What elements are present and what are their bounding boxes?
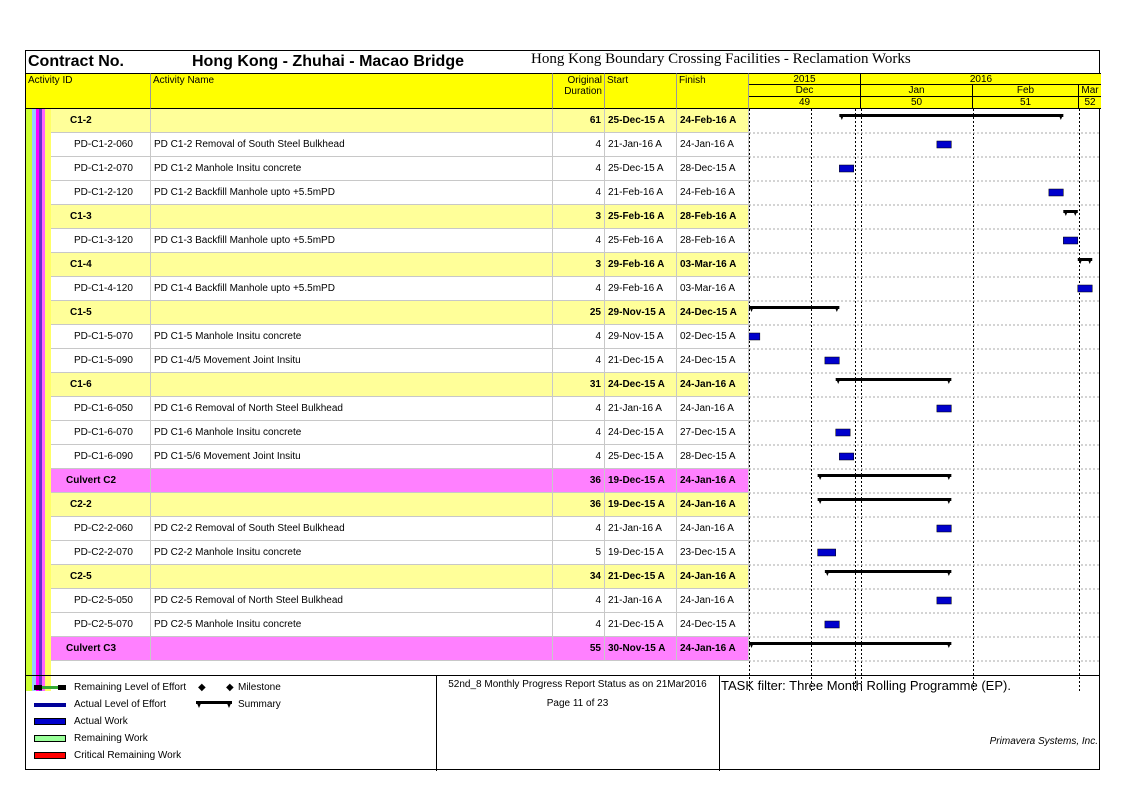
cell-dur: 5 <box>553 541 605 565</box>
cell-dur: 4 <box>553 613 605 637</box>
cell-dur: 36 <box>553 493 605 517</box>
cell-name: PD C1-4 Backfill Manhole upto +5.5mPD <box>151 277 553 301</box>
col-duration-line1: Original <box>567 75 602 86</box>
cell-name <box>151 301 553 325</box>
wbs-row[interactable] <box>26 637 749 661</box>
cell-dur: 4 <box>553 277 605 301</box>
legend-label: Remaining Work <box>74 733 148 744</box>
legend-label: Actual Level of Effort <box>74 699 167 710</box>
col-duration-line2: Duration <box>564 86 602 97</box>
actual-work-bar <box>937 141 951 148</box>
cell-dur: 25 <box>553 301 605 325</box>
actual-work-bar <box>839 165 853 172</box>
cell-id: Culvert C2 <box>26 469 151 493</box>
cell-start: 19-Dec-15 A <box>605 541 677 565</box>
cell-start: 21-Jan-16 A <box>605 397 677 421</box>
cell-dur: 4 <box>553 157 605 181</box>
cell-dur: 4 <box>553 229 605 253</box>
cell-finish: 24-Jan-16 A <box>677 493 749 517</box>
cell-finish: 24-Feb-16 A <box>677 109 749 133</box>
activity-row[interactable] <box>26 325 749 349</box>
cell-dur: 4 <box>553 325 605 349</box>
activity-row[interactable] <box>26 397 749 421</box>
month-label: Feb <box>973 85 1079 97</box>
actual-work-swatch <box>34 718 66 725</box>
actual-work-bar <box>937 525 951 532</box>
critical-work-swatch <box>34 752 66 759</box>
actual-work-bar <box>839 453 853 460</box>
cell-name <box>151 253 553 277</box>
timescale-weeks <box>749 97 1101 109</box>
wbs-row[interactable] <box>26 493 749 517</box>
wbs-row[interactable] <box>26 565 749 589</box>
cell-id: PD-C1-6-090 <box>26 445 151 469</box>
cell-id: PD-C1-6-070 <box>26 421 151 445</box>
cell-start: 21-Feb-16 A <box>605 181 677 205</box>
legend-label: Critical Remaining Work <box>74 750 182 761</box>
activity-row[interactable] <box>26 541 749 565</box>
actual-work-bar <box>825 621 839 628</box>
wbs-row[interactable] <box>26 109 749 133</box>
cell-finish: 24-Jan-16 A <box>677 565 749 589</box>
week-label: 52 <box>1084 97 1096 108</box>
contract-label: Contract No. <box>28 53 124 70</box>
cell-name <box>151 373 553 397</box>
summary-bar <box>825 570 951 573</box>
cell-name: PD C1-6 Removal of North Steel Bulkhead <box>151 397 553 421</box>
cell-name <box>151 469 553 493</box>
summary-bar <box>836 378 952 381</box>
remaining-work-swatch <box>34 735 66 742</box>
legend <box>26 676 437 771</box>
col-activity-name[interactable]: Activity Name <box>151 73 553 109</box>
cell-dur: 3 <box>553 253 605 277</box>
cell-dur: 4 <box>553 421 605 445</box>
gantt-chart <box>749 109 1101 691</box>
cell-dur: 3 <box>553 205 605 229</box>
cell-dur: 34 <box>553 565 605 589</box>
cell-name <box>151 565 553 589</box>
activity-row[interactable] <box>26 133 749 157</box>
cell-name: PD C1-2 Removal of South Steel Bulkhead <box>151 133 553 157</box>
timescale-years <box>749 73 1101 85</box>
wbs-row[interactable] <box>26 373 749 397</box>
cell-id: C1-2 <box>26 109 151 133</box>
cell-finish: 03-Mar-16 A <box>677 277 749 301</box>
cell-dur: 4 <box>553 445 605 469</box>
month-label: Mar <box>1081 85 1099 96</box>
cell-start: 29-Nov-15 A <box>605 301 677 325</box>
cell-finish: 24-Jan-16 A <box>677 589 749 613</box>
cell-dur: 4 <box>553 517 605 541</box>
activity-row[interactable] <box>26 517 749 541</box>
col-duration[interactable] <box>553 73 605 109</box>
page-number: Page 11 of 23 <box>546 698 609 709</box>
year-label: 2016 <box>969 74 993 85</box>
activity-row[interactable] <box>26 349 749 373</box>
cell-id: PD-C1-2-120 <box>26 181 151 205</box>
wbs-row[interactable] <box>26 301 749 325</box>
cell-name: PD C2-5 Manhole Insitu concrete <box>151 613 553 637</box>
legend-label: Summary <box>238 699 281 710</box>
summary-bar <box>749 642 951 645</box>
activity-row[interactable] <box>26 157 749 181</box>
actual-work-bar <box>937 597 951 604</box>
cell-id: PD-C1-6-050 <box>26 397 151 421</box>
cell-id: PD-C2-5-070 <box>26 613 151 637</box>
filter-text: TASK filter: Three Month Rolling Programme (EP). <box>721 678 1011 693</box>
report-subtitle: Hong Kong Boundary Crossing Facilities - Reclamation Works <box>531 51 911 67</box>
cell-finish: 24-Jan-16 A <box>677 133 749 157</box>
cell-finish: 24-Feb-16 A <box>677 181 749 205</box>
cell-start: 30-Nov-15 A <box>605 637 677 661</box>
cell-start: 19-Dec-15 A <box>605 493 677 517</box>
status-box <box>436 676 720 771</box>
cell-dur: 55 <box>553 637 605 661</box>
cell-id: PD-C2-2-060 <box>26 517 151 541</box>
summary-bar <box>818 498 952 501</box>
cell-finish: 24-Dec-15 A <box>677 349 749 373</box>
legend-label: Remaining Level of Effort <box>74 682 187 693</box>
activity-row[interactable] <box>26 277 749 301</box>
cell-finish: 03-Mar-16 A <box>677 253 749 277</box>
cell-finish: 24-Jan-16 A <box>677 373 749 397</box>
milestone-icon: ◆ <box>226 682 234 693</box>
month-label: Dec <box>749 85 861 97</box>
cell-dur: 4 <box>553 349 605 373</box>
cell-id: C1-3 <box>26 205 151 229</box>
actual-work-bar <box>937 405 951 412</box>
cell-start: 25-Dec-15 A <box>605 445 677 469</box>
legend-label: Milestone <box>238 682 281 693</box>
cell-name <box>151 493 553 517</box>
cell-id: PD-C1-4-120 <box>26 277 151 301</box>
status-text: 52nd_8 Monthly Progress Report Status as on 21Mar2016 <box>448 679 707 690</box>
summary-icon <box>196 701 232 709</box>
actual-loe-swatch <box>34 703 66 707</box>
cell-id: PD-C1-5-090 <box>26 349 151 373</box>
actual-work-bar <box>1078 285 1092 292</box>
cell-id: Culvert C3 <box>26 637 151 661</box>
col-activity-id[interactable]: Activity ID <box>26 73 151 109</box>
cell-name <box>151 637 553 661</box>
wbs-row[interactable] <box>26 253 749 277</box>
cell-name: PD C1-3 Backfill Manhole upto +5.5mPD <box>151 229 553 253</box>
cell-name: PD C1-4/5 Movement Joint Insitu <box>151 349 553 373</box>
cell-name: PD C1-2 Manhole Insitu concrete <box>151 157 553 181</box>
cell-name <box>151 109 553 133</box>
week-label: 49 <box>749 97 861 109</box>
activity-row[interactable] <box>26 229 749 253</box>
summary-bar <box>749 306 839 309</box>
cell-name: PD C1-5 Manhole Insitu concrete <box>151 325 553 349</box>
report-header <box>26 51 1099 73</box>
report-footer <box>26 675 1099 771</box>
cell-finish: 24-Dec-15 A <box>677 613 749 637</box>
cell-finish: 24-Jan-16 A <box>677 517 749 541</box>
cell-finish: 24-Dec-15 A <box>677 301 749 325</box>
project-title: Hong Kong - Zhuhai - Macao Bridge <box>192 53 464 70</box>
cell-start: 29-Nov-15 A <box>605 325 677 349</box>
cell-finish: 24-Jan-16 A <box>677 397 749 421</box>
actual-work-bar <box>749 333 760 340</box>
year-label: 2015 <box>749 74 861 86</box>
cell-id: PD-C1-2-070 <box>26 157 151 181</box>
activity-row[interactable] <box>26 181 749 205</box>
cell-name: PD C1-6 Manhole Insitu concrete <box>151 421 553 445</box>
cell-finish: 23-Dec-15 A <box>677 541 749 565</box>
activity-row[interactable] <box>26 421 749 445</box>
cell-finish: 28-Feb-16 A <box>677 229 749 253</box>
cell-finish: 27-Dec-15 A <box>677 421 749 445</box>
cell-finish: 28-Dec-15 A <box>677 157 749 181</box>
cell-id: C1-6 <box>26 373 151 397</box>
activity-row[interactable] <box>26 445 749 469</box>
filter-box <box>719 676 1101 771</box>
week-label: 50 <box>861 97 973 109</box>
cell-start: 29-Feb-16 A <box>605 253 677 277</box>
cell-id: PD-C1-3-120 <box>26 229 151 253</box>
cell-id: C2-5 <box>26 565 151 589</box>
wbs-row[interactable] <box>26 205 749 229</box>
column-header <box>26 73 1099 109</box>
activity-row[interactable] <box>26 613 749 637</box>
cell-name: PD C2-2 Manhole Insitu concrete <box>151 541 553 565</box>
summary-bar <box>839 114 1063 117</box>
cell-id: C1-4 <box>26 253 151 277</box>
actual-work-bar <box>825 357 839 364</box>
cell-id: PD-C2-5-050 <box>26 589 151 613</box>
cell-start: 29-Feb-16 A <box>605 277 677 301</box>
cell-id: C1-5 <box>26 301 151 325</box>
cell-dur: 4 <box>553 181 605 205</box>
cell-dur: 61 <box>553 109 605 133</box>
cell-finish: 24-Jan-16 A <box>677 637 749 661</box>
col-start[interactable]: Start <box>605 73 677 109</box>
schedule-page <box>25 50 1100 770</box>
cell-start: 19-Dec-15 A <box>605 469 677 493</box>
cell-id: C2-2 <box>26 493 151 517</box>
cell-start: 21-Dec-15 A <box>605 613 677 637</box>
cell-start: 25-Dec-15 A <box>605 109 677 133</box>
cell-finish: 02-Dec-15 A <box>677 325 749 349</box>
timescale-months <box>749 85 1101 97</box>
cell-name: PD C1-5/6 Movement Joint Insitu <box>151 445 553 469</box>
cell-id: PD-C1-2-060 <box>26 133 151 157</box>
cell-finish: 24-Jan-16 A <box>677 469 749 493</box>
actual-work-bar <box>1063 237 1077 244</box>
week-label: 51 <box>973 97 1079 109</box>
cell-start: 21-Jan-16 A <box>605 133 677 157</box>
wbs-row[interactable] <box>26 469 749 493</box>
cell-finish: 28-Feb-16 A <box>677 205 749 229</box>
actual-work-bar <box>818 549 836 556</box>
vendor-text: Primavera Systems, Inc. <box>989 736 1098 747</box>
diamond-icon: ◆ <box>198 682 206 693</box>
cell-start: 24-Dec-15 A <box>605 373 677 397</box>
cell-id: PD-C2-2-070 <box>26 541 151 565</box>
cell-name: PD C1-2 Backfill Manhole upto +5.5mPD <box>151 181 553 205</box>
cell-start: 21-Dec-15 A <box>605 349 677 373</box>
cell-dur: 4 <box>553 397 605 421</box>
activity-row[interactable] <box>26 589 749 613</box>
summary-bar <box>818 474 952 477</box>
cell-start: 25-Dec-15 A <box>605 157 677 181</box>
remaining-loe-swatch <box>34 684 66 691</box>
cell-dur: 36 <box>553 469 605 493</box>
timescale <box>749 73 1101 109</box>
cell-dur: 31 <box>553 373 605 397</box>
legend-label: Actual Work <box>74 716 128 727</box>
wbs-stripe <box>45 109 51 691</box>
cell-dur: 4 <box>553 589 605 613</box>
wbs-level-stripes <box>26 109 54 691</box>
cell-id: PD-C1-5-070 <box>26 325 151 349</box>
cell-start: 25-Feb-16 A <box>605 229 677 253</box>
cell-start: 21-Jan-16 A <box>605 517 677 541</box>
actual-work-bar <box>1049 189 1063 196</box>
cell-name <box>151 205 553 229</box>
cell-start: 25-Feb-16 A <box>605 205 677 229</box>
actual-work-bar <box>836 429 850 436</box>
cell-name: PD C2-5 Removal of North Steel Bulkhead <box>151 589 553 613</box>
col-finish[interactable]: Finish <box>677 73 749 109</box>
cell-finish: 28-Dec-15 A <box>677 445 749 469</box>
cell-dur: 4 <box>553 133 605 157</box>
month-label: Jan <box>861 85 973 97</box>
cell-name: PD C2-2 Removal of South Steel Bulkhead <box>151 517 553 541</box>
cell-start: 21-Dec-15 A <box>605 565 677 589</box>
cell-start: 21-Jan-16 A <box>605 589 677 613</box>
cell-start: 24-Dec-15 A <box>605 421 677 445</box>
